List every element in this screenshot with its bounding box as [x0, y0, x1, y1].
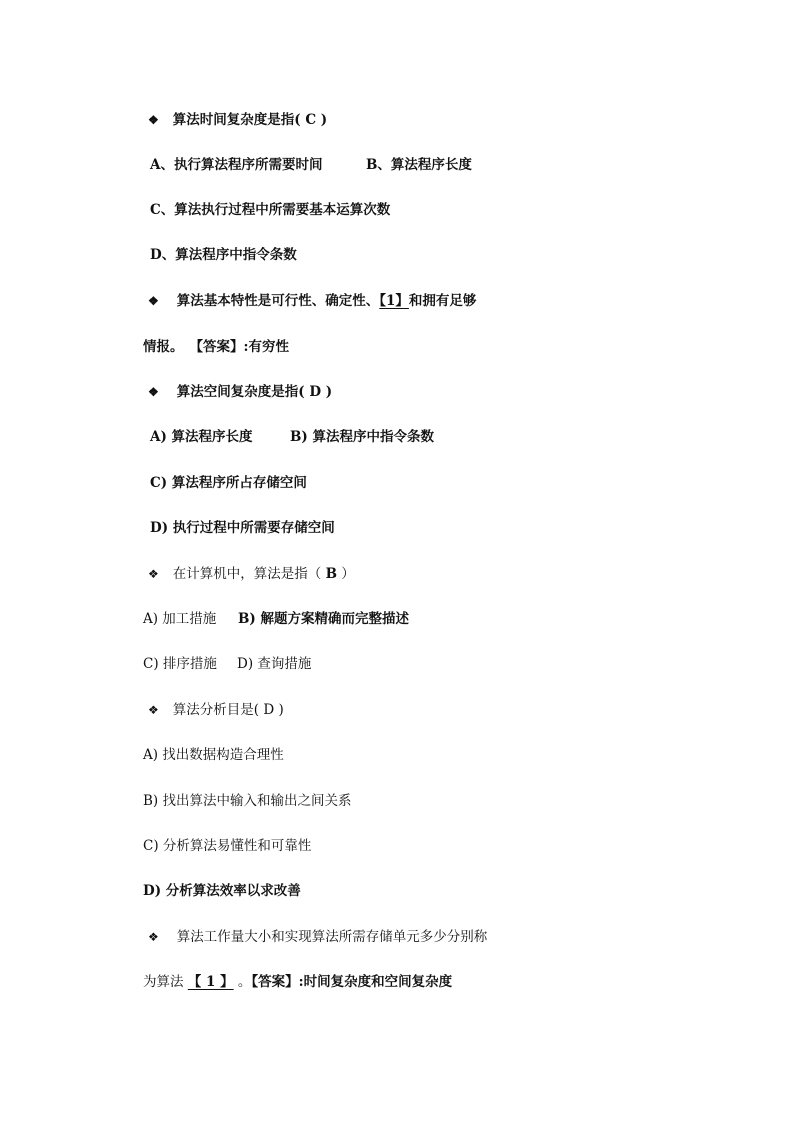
q5-option-b: B) 找出算法中输入和输出之间关系: [143, 793, 352, 809]
q1-option-c: C、算法执行过程中所需要基本运算次数: [150, 202, 391, 218]
q6-blank: 【 1 】: [187, 974, 234, 990]
q1-stem: ❖ 算法时间复杂度是指( C ): [148, 112, 328, 128]
q2-stem: ❖ 算法基本特性是可行性、确定性、【1】和拥有足够: [148, 293, 477, 309]
q2-answer: 有穷性: [248, 339, 289, 355]
q6-answer-line: 为算法 【 1 】 。【答案】:时间复杂度和空间复杂度: [143, 974, 453, 990]
q3-option-a: A) 算法程序长度: [150, 429, 253, 445]
diamond-bullet-icon: ❖: [148, 930, 159, 944]
q4-option-b: B) 解题方案精确而完整描述: [238, 611, 409, 627]
q4-option-a: A) 加工措施: [143, 611, 217, 627]
q1-option-b: B、算法程序长度: [366, 157, 472, 173]
q3-option-b: B) 算法程序中指令条数: [290, 429, 434, 445]
q6-answer: 时间复杂度和空间复杂度: [303, 974, 453, 990]
diamond-bullet-icon: ❖: [148, 567, 159, 581]
q3-option-d: D) 执行过程中所需要存储空间: [150, 520, 335, 536]
q5-option-d: D) 分析算法效率以求改善: [143, 883, 301, 899]
diamond-bullet-icon: ❖: [148, 113, 159, 127]
q1-option-a: A、执行算法程序所需要时间: [150, 157, 323, 173]
q4-option-d: D) 查询措施: [237, 656, 312, 672]
q1-option-d: D、算法程序中指令条数: [150, 247, 297, 263]
q2-answer-line: 情报。 【答案】:有穷性: [143, 339, 289, 355]
q5-stem: ❖ 算法分析目是( D ): [148, 702, 284, 718]
diamond-bullet-icon: ❖: [148, 385, 159, 399]
diamond-bullet-icon: ❖: [148, 703, 159, 717]
q6-stem: ❖ 算法工作量大小和实现算法所需存储单元多少分别称: [148, 929, 488, 945]
q4-stem: ❖ 在计算机中，算法是指（ B ）: [148, 566, 355, 582]
q3-stem: ❖ 算法空间复杂度是指( D ): [148, 384, 333, 400]
q4-option-c: C) 排序措施: [143, 656, 217, 672]
diamond-bullet-icon: ❖: [148, 294, 159, 308]
q3-option-c: C) 算法程序所占存储空间: [150, 475, 307, 491]
q5-option-a: A) 找出数据构造合理性: [143, 747, 284, 763]
q2-blank: 【1】: [379, 293, 409, 309]
q5-option-c: C) 分析算法易懂性和可靠性: [143, 838, 312, 854]
